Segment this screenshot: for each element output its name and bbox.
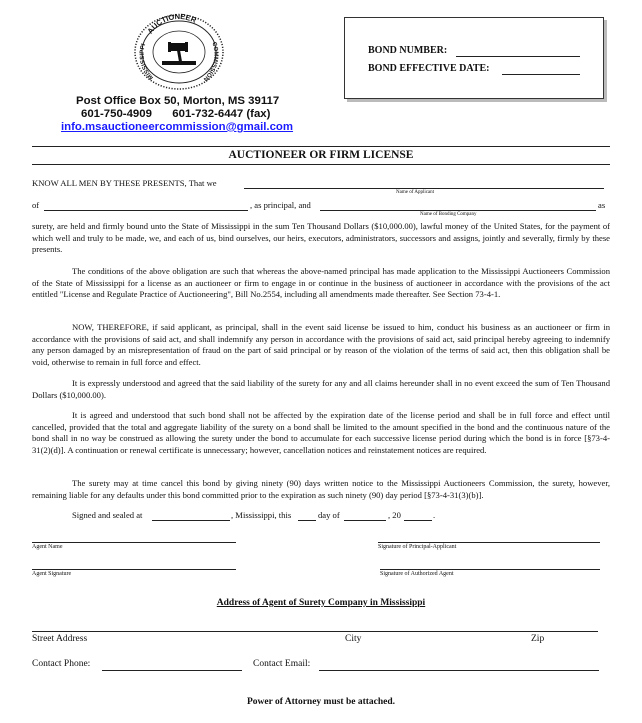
agent-name-field[interactable] — [32, 542, 236, 543]
zip-label: Zip — [531, 634, 545, 644]
mississippi-this-label: , Mississippi, this — [231, 510, 292, 520]
title-rule-bottom — [32, 164, 610, 165]
bonding-company-field[interactable] — [320, 210, 596, 211]
signed-day-field[interactable] — [298, 520, 316, 521]
seal-top-text: AUCTIONEER — [145, 12, 198, 36]
commission-seal — [132, 12, 226, 90]
signed-period: . — [433, 510, 436, 520]
principal-signature-field[interactable] — [378, 542, 600, 543]
as-principal-label: , as principal, and — [250, 200, 311, 210]
signed-location-field[interactable] — [152, 520, 230, 521]
contact-phone-label: Contact Phone: — [32, 659, 91, 669]
bond-number-field[interactable] — [456, 56, 580, 57]
agent-signature-field[interactable] — [32, 569, 236, 570]
bond-number-label: BOND NUMBER: — [368, 45, 448, 56]
agent-name-caption: Agent Name — [32, 544, 63, 550]
bond-info-box — [344, 17, 604, 99]
bond-effective-date-field[interactable] — [502, 74, 580, 75]
of-label: of — [32, 200, 40, 210]
power-of-attorney-note: Power of Attorney must be attached. — [246, 697, 396, 707]
as-label: as — [598, 200, 606, 210]
commission-fax: 601-732-6447 (fax) — [172, 108, 271, 120]
know-all-text: KNOW ALL MEN BY THESE PRESENTS, That we — [32, 178, 217, 188]
name-of-bonding-company-caption: Name of Bonding Company — [420, 212, 477, 217]
applicant-address-field[interactable] — [44, 210, 248, 211]
commission-email-link[interactable]: info.msauctioneercommission@gmail.com — [61, 121, 294, 133]
page-title: AUCTIONEER OR FIRM LICENSE — [228, 149, 414, 161]
expiration-paragraph: It is agreed and understood that such bond shall not be affected by the expiration date of the license period and shall be in full force and effect until cancelled, provided that the total and aggregate liability of the surety on a bond shall be limited to the amount specified in the bond and the continuous nature of the bond shall in no way be construed as allowing the surety under the bond to accumulate for each successive license period during which the bond is in force [§73-4-31(2)(d)]. A continuation or renewal certificate is unnecessary; however, cancellation notices and reinstatement notices are required. — [32, 410, 610, 455]
applicant-name-field[interactable] — [244, 188, 604, 189]
seal-left-text: MISSISSIPPI — [139, 43, 155, 81]
signed-year-field[interactable] — [404, 520, 432, 521]
cancellation-paragraph: The surety may at time cancel this bond by giving ninety (90) days written notice to the Mississippi Auctioneers Commission, the surety, however, remaining liable for any defaults under this bond committed prior to the expiration as such ninety (90) day period [§73-4-31(3)(b)]. — [32, 478, 610, 500]
gavel-icon — [162, 42, 196, 65]
surety-paragraph: surety, are held and firmly bound unto the State of Mississippi in the sum Ten Thousand Dollars ($10,000.00), lawful money of the United States, for the payment of which well and truly to be made, we, and each of us, bind ourselves, our heirs, executors, administrators, successors and assigns, jointly and severally, firmly by these presents. — [32, 221, 610, 255]
svg-text:MISSISSIPPI — [140, 43, 155, 80]
principal-signature-caption: Signature of Principal-Applicant — [378, 544, 457, 550]
commission-phone: 601-750-4909 — [81, 108, 152, 120]
contact-email-label: Contact Email: — [253, 659, 311, 669]
agent-signature-caption: Agent Signature — [32, 571, 72, 577]
year-prefix-label: , 20 — [388, 510, 401, 520]
contact-email-field[interactable] — [319, 670, 599, 671]
commission-address: Post Office Box 50, Morton, MS 39117 — [76, 95, 280, 107]
day-of-label: day of — [318, 510, 340, 520]
city-label: City — [345, 634, 362, 644]
agent-address-heading: Address of Agent of Surety Company in Mississippi — [216, 598, 426, 608]
name-of-applicant-caption: Name of Applicant — [396, 190, 435, 195]
now-therefore-paragraph: NOW, THEREFORE, if said applicant, as principal, shall in the event said license be issued to him, conduct his business as an auctioneer or firm in accordance with the provisions of said act, and shall indemnify any person in accordance with the provisions of said act, said principal hereby agreeing to indemnify any person damaged by an misrepresentation of fraud on the part of said principal or by reason of the violation of the terms of said act, then this obligation shall be void, otherwise to remain in full force and effect. — [32, 322, 610, 367]
title-rule-top — [32, 146, 610, 147]
seal-right-text: COMMISSION — [201, 41, 219, 82]
street-address-label: Street Address — [32, 634, 88, 644]
signed-sealed-label: Signed and sealed at — [72, 510, 143, 520]
conditions-paragraph: The conditions of the above obligation are such that whereas the above-named principal has made application to the Mississippi Auctioneers Commission of the State of Mississippi for a license as an auctioneer or firm to engage in or continue in the business of auctioneer in accordance with the provisions of the act entitled "License and Regulate Practice of Auctioneering", Bill No.2554, including all amendments made thereafter. See Section 73-4-1. — [32, 266, 610, 300]
bond-effective-date-label: BOND EFFECTIVE DATE: — [368, 63, 490, 74]
street-address-field[interactable] — [32, 631, 598, 632]
authorized-agent-caption: Signature of Authorized Agent — [380, 571, 454, 577]
authorized-agent-signature-field[interactable] — [380, 569, 600, 570]
liability-paragraph: It is expressly understood and agreed that the said liability of the surety for any and all claims hereunder shall in no event exceed the sum of Ten Thousand Dollars ($10,000.00). — [32, 378, 610, 400]
contact-phone-field[interactable] — [102, 670, 242, 671]
signed-month-field[interactable] — [344, 520, 386, 521]
